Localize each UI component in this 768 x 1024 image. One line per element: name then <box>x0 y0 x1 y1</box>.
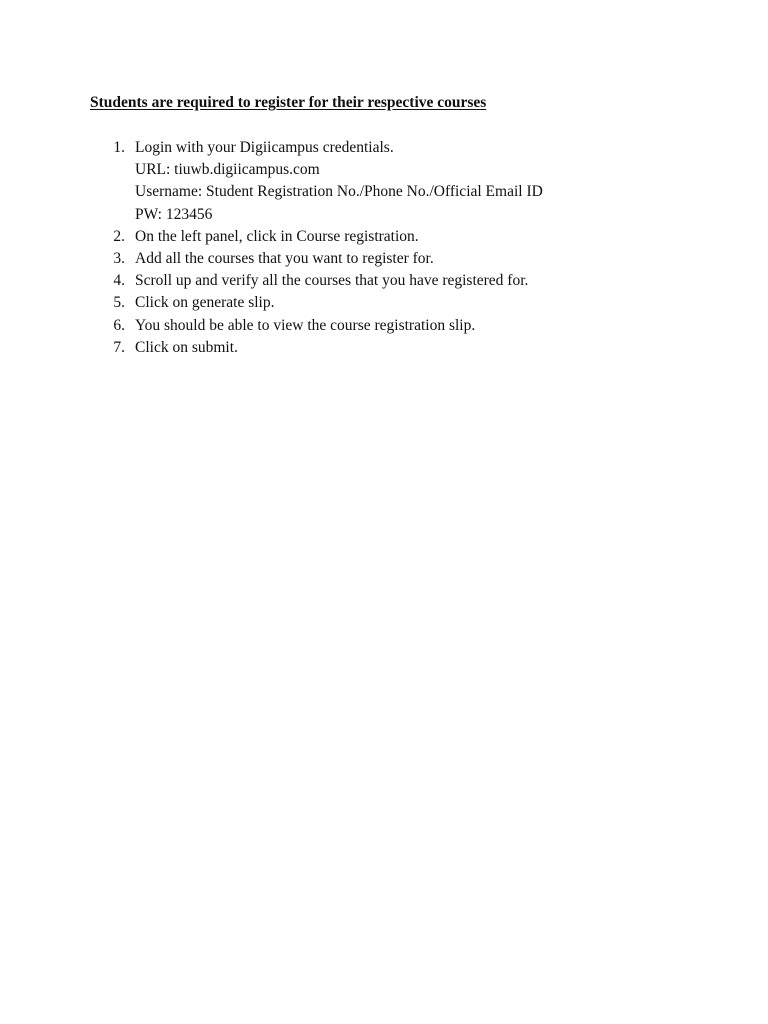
step-text: You should be able to view the course registration slip. <box>135 316 476 334</box>
list-item <box>0 137 543 226</box>
step-number: 5. <box>113 294 125 312</box>
step-number: 1. <box>113 139 125 156</box>
document-heading: Students are required to register for their respective courses <box>90 94 487 111</box>
step-number: 2. <box>113 227 125 245</box>
url-line: URL: tiuwb.digiicampus.com <box>135 161 320 179</box>
step-text: On the left panel, click in Course registration. <box>135 227 419 245</box>
step-text: Click on generate slip. <box>135 294 275 312</box>
list-item <box>0 270 543 292</box>
list-item <box>0 248 543 270</box>
list-item <box>0 292 543 314</box>
step-text: Add all the courses that you want to register for. <box>135 250 434 268</box>
step-text: Scroll up and verify all the courses that you have registered for. <box>135 272 529 290</box>
step-number: 7. <box>113 338 125 356</box>
step-text: Login with your Digiicampus credentials. <box>135 139 394 156</box>
step-number: 6. <box>113 316 125 334</box>
username-line: Username: Student Registration No./Phone No./Official Email ID <box>135 183 543 201</box>
list-item <box>0 315 543 337</box>
list-item <box>0 337 543 359</box>
list-item <box>0 226 543 248</box>
password-line: PW: 123456 <box>135 205 213 223</box>
step-number: 3. <box>113 250 125 268</box>
step-number: 4. <box>113 272 125 290</box>
instruction-list <box>0 137 543 359</box>
step-text: Click on submit. <box>135 338 238 356</box>
